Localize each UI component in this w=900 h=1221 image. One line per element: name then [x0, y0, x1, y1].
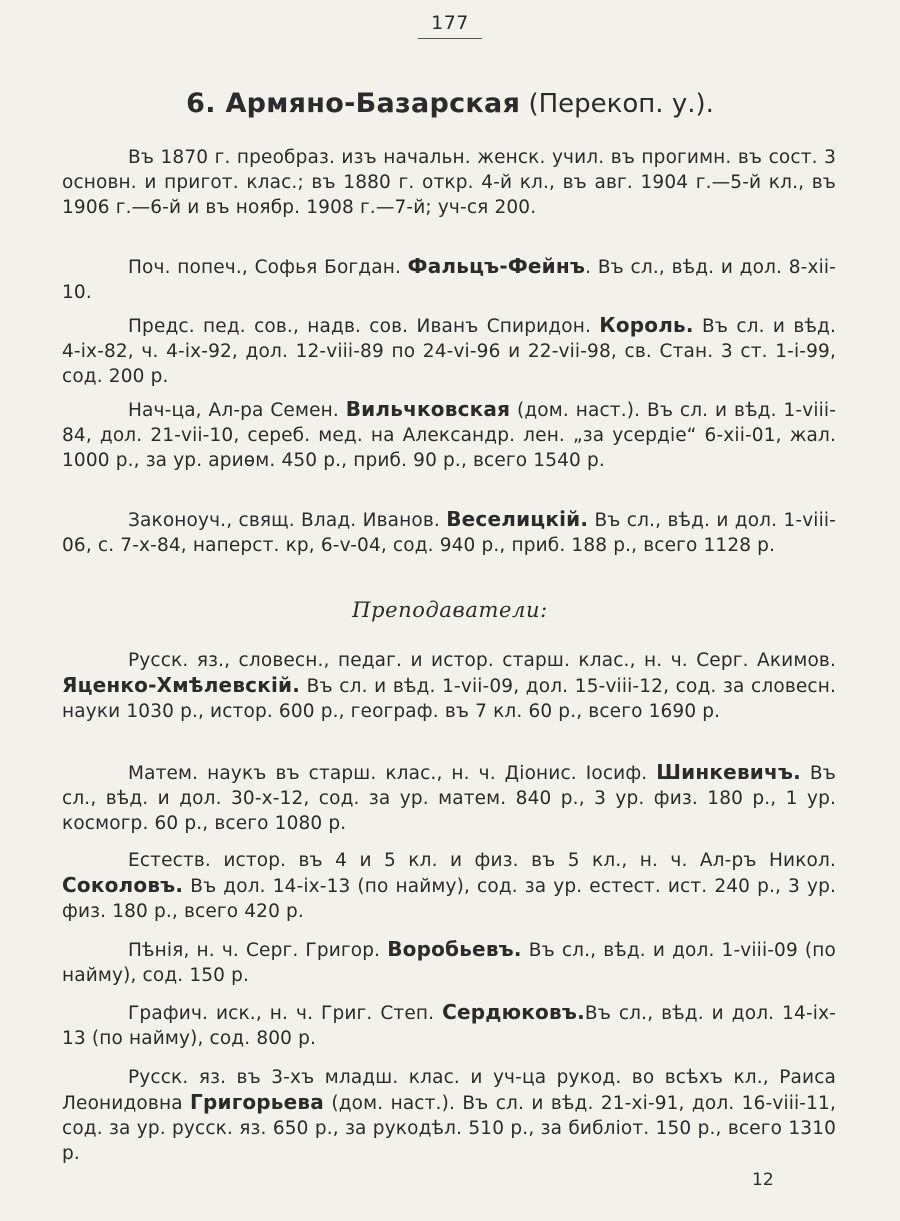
- teacher-pre: Естеств. истор. въ 4 и 5 кл. и физ. въ 5 кл., н. ч. Ал-ръ Никол.: [128, 850, 836, 871]
- teacher-pre: Матем. наукъ въ старш. клас., н. ч. Діонис. Іосиф.: [128, 763, 648, 784]
- chairman-name: Король.: [599, 313, 694, 337]
- headmistress-name: Вильчковская: [345, 397, 511, 421]
- chairman-pre: Предс. пед. сов., надв. сов. Иванъ Спиридон.: [128, 316, 591, 337]
- teacher-name: Шинкевичъ.: [656, 760, 801, 784]
- teacher-pre: Пѣнія, н. ч. Серг. Григор.: [128, 940, 381, 961]
- teacher-pre: Русск. яз. въ 3-хъ младш. клас. и уч-ца рукод. во всѣхъ кл., Раиса Леонидовна: [62, 1067, 836, 1114]
- signature-mark: 12: [752, 1170, 774, 1190]
- teacher-entry: [62, 760, 836, 836]
- section-title: [0, 88, 900, 119]
- teacher-entry: [62, 1065, 836, 1166]
- teachers-heading: Преподаватели:: [352, 598, 548, 622]
- page-number: 177: [431, 12, 469, 34]
- teacher-post: Въ сл. и вѣд. 1-vii-09, дол. 15-viii-12, сод. за словесн. науки 1030 р., истор. 600 р., географ. въ 7 кл. 60 р., всего 1690 р.: [62, 676, 836, 722]
- teacher-entry: [62, 648, 836, 724]
- history-text: Въ 1870 г. преобраз. изъ начальн. женск. учил. въ прогимн. въ сост. 3 основн. и пригот. клас.; въ 1880 г. откр. 4-й кл., въ авг. 1904 г.—5-й кл., въ 1906 г.—6-й и въ ноябр. 1908 г.—7-й; уч-ся 200.: [62, 147, 836, 218]
- header-rule: [418, 38, 482, 39]
- trustee-paragraph: [62, 254, 836, 305]
- teacher-post: (дом. наст.). Въ сл. и вѣд. 21-xi-91, дол. 16-viii-11, сод. за ур. русск. яз. 650 р., за рукодѣл. 510 р., за библіот. 150 р., всего 1310 р.: [62, 1093, 837, 1164]
- headmistress-paragraph: [62, 397, 836, 473]
- teacher-name: Григорьева: [190, 1090, 324, 1114]
- chairman-paragraph: [62, 313, 836, 389]
- priest-post: Въ сл., вѣд. и дол. 1-viii-06, с. 7-x-84, наперст. кр, 6-v-04, сод. 940 р., приб. 188 р., всего 1128 р.: [62, 510, 836, 556]
- teacher-name: Воробьевъ.: [387, 937, 522, 961]
- trustee-post: . Въ сл., вѣд. и дол. 8-xii-10.: [62, 257, 837, 303]
- headmistress-post: (дом. наст.). Въ сл. и вѣд. 1-viii-84, дол. 21-vii-10, сереб. мед. на Александр. лен. „за усердіе“ 6-xii-01, жал. 1000 р., за ур. ариѳм. 450 р., приб. 90 р., всего 1540 р.: [62, 400, 837, 471]
- headmistress-pre: Нач-ца, Ал-ра Семен.: [128, 400, 339, 421]
- teacher-pre: Графич. иск., н. ч. Григ. Степ.: [128, 1003, 435, 1024]
- priest-pre: Законоуч., свящ. Влад. Иванов.: [128, 510, 440, 531]
- teacher-post: Въ сл., вѣд. и дол. 1-viii-09 (по найму), сод. 150 р.: [62, 940, 837, 986]
- teacher-name: Сердюковъ.: [442, 1000, 585, 1024]
- chairman-post: Въ сл. и вѣд. 4-ix-82, ч. 4-ix-92, дол. 12-viii-89 по 24-vi-96 и 22-vii-98, св. Стан. 3 ст. 1-i-99, сод. 200 р.: [62, 316, 836, 387]
- teacher-entry: [62, 1000, 836, 1051]
- priest-name: Веселицкій.: [446, 507, 589, 531]
- teacher-name: Яценко-Хмѣлевскій.: [62, 673, 301, 697]
- teacher-post: Въ сл., вѣд. и дол. 14-ix-13 (по найму), сод. 800 р.: [62, 1003, 837, 1049]
- teacher-entry: [62, 848, 836, 924]
- trustee-pre: Поч. попеч., Софья Богдан.: [128, 257, 401, 278]
- priest-paragraph: [62, 507, 836, 558]
- trustee-name: Фальцъ-Фейнъ: [407, 254, 586, 278]
- teacher-post: Въ дол. 14-ix-13 (по найму), сод. за ур. естест. ист. 240 р., 3 ур. физ. 180 р., всего 420 р.: [62, 876, 836, 922]
- teacher-post: Въ сл., вѣд. и дол. 30-x-12, сод. за ур. матем. 840 р., 3 ур. физ. 180 р., 1 ур. космогр. 60 р., всего 1080 р.: [62, 763, 836, 834]
- section-title-district: (Перекоп. у.).: [528, 89, 714, 119]
- history-paragraph: [62, 145, 836, 220]
- teacher-entry: [62, 937, 836, 988]
- section-title-name: 6. Армяно-Базарская: [186, 88, 521, 119]
- teacher-pre: Русск. яз., словесн., педаг. и истор. старш. клас., н. ч. Серг. Акимов.: [128, 650, 836, 671]
- teacher-name: Соколовъ.: [62, 873, 184, 897]
